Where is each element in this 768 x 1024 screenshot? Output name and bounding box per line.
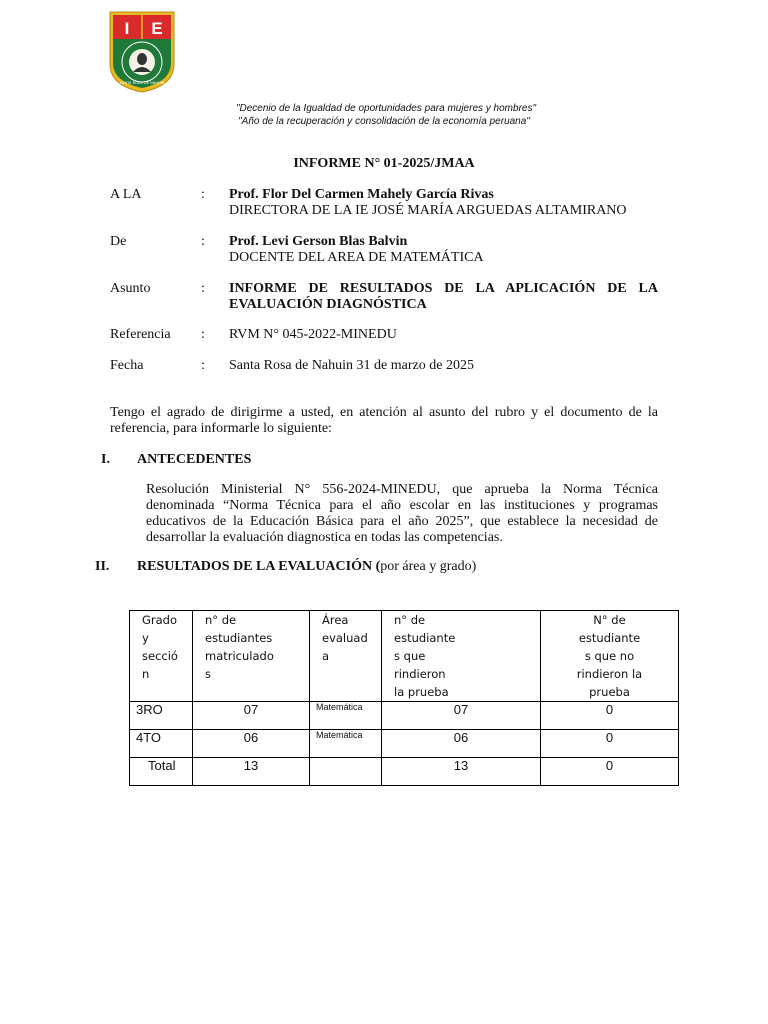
- section-title: ANTECEDENTES: [137, 452, 252, 467]
- header-colon: :: [201, 281, 205, 296]
- table-cell: 0: [541, 730, 679, 758]
- section-number: II.: [95, 559, 110, 574]
- header-rindieron: n° de estudiante s que rindieron la prueba: [382, 611, 541, 702]
- header-label: De: [110, 234, 127, 249]
- results-table: [129, 610, 679, 786]
- section-2-heading: [95, 559, 655, 577]
- header-a-la: [110, 187, 670, 221]
- header-colon: :: [201, 358, 205, 373]
- reference-value: RVM N° 045-2022-MINEDU: [229, 327, 397, 342]
- header-colon: :: [201, 234, 205, 249]
- decenio-line: "Decenio de la Igualdad de oportunidades para mujeres y hombres": [235, 103, 537, 114]
- school-crest-icon: [108, 10, 176, 94]
- school-logo: [108, 10, 176, 94]
- header-label: Asunto: [110, 281, 151, 296]
- table-cell: Matemática: [310, 702, 382, 730]
- header-referencia: [110, 327, 670, 345]
- header-asunto: [110, 281, 670, 315]
- sender-role: DOCENTE DEL AREA DE MATEMÁTICA: [229, 250, 484, 265]
- table-row-total: [130, 758, 679, 786]
- table-row: [130, 730, 679, 758]
- svg-text:E: E: [151, 19, 163, 38]
- section-1-heading: [101, 452, 661, 470]
- header-label: Referencia: [110, 327, 171, 342]
- table-header-row: [130, 611, 679, 702]
- table-cell: [310, 758, 382, 786]
- header-matriculados: n° de estudiantes matriculado s: [193, 611, 310, 702]
- table-cell: 13: [382, 758, 541, 786]
- header-area: Área evaluad a: [310, 611, 382, 702]
- table-cell: 07: [382, 702, 541, 730]
- subject-line-1: INFORME DE RESULTADOS DE LA APLICACIÓN DE LA: [229, 281, 658, 296]
- svg-text:SANTA ROSA DE NAHUIN: SANTA ROSA DE NAHUIN: [119, 81, 165, 85]
- section-title: RESULTADOS DE LA EVALUACIÓN (por área y grado): [137, 559, 477, 574]
- recipient-role: DIRECTORA DE LA IE JOSÉ MARÍA ARGUEDAS ALTAMIRANO: [229, 203, 627, 218]
- header-label: Fecha: [110, 358, 144, 373]
- table-cell: 06: [382, 730, 541, 758]
- table-cell: 07: [193, 702, 310, 730]
- year-name-line: "Año de la recuperación y consolidación de la economía peruana": [238, 116, 530, 127]
- table-cell: 0: [541, 702, 679, 730]
- subject-line-2: EVALUACIÓN DIAGNÓSTICA: [229, 297, 427, 312]
- table-cell: Matemática: [310, 730, 382, 758]
- table-cell: 3RO: [130, 702, 193, 730]
- header-colon: :: [201, 327, 205, 342]
- header-colon: :: [201, 187, 205, 202]
- antecedentes-paragraph: Resolución Ministerial N° 556-2024-MINEDU, que aprueba la Norma Técnica denominada “Norma Técnica para el año escolar en las instituciones y programas educativos de la Educación Básica para el año 2025”, que establece la necesidad de desarrollar la evaluación diagnostica en todas las competencias.: [146, 482, 658, 545]
- table-row: [130, 702, 679, 730]
- svg-text:I: I: [124, 19, 130, 38]
- sender-name: Prof. Levi Gerson Blas Balvin: [229, 234, 408, 249]
- report-title: INFORME N° 01-2025/JMAA: [293, 156, 475, 171]
- recipient-name: Prof. Flor Del Carmen Mahely García Rivas: [229, 187, 494, 202]
- section-number: I.: [101, 452, 110, 467]
- table-cell: 0: [541, 758, 679, 786]
- header-no-rindieron: N° de estudiante s que no rindieron la prueba: [541, 611, 679, 702]
- table-cell: Total: [130, 758, 193, 786]
- section-subtitle: por área y grado): [380, 559, 477, 574]
- table-cell: 13: [193, 758, 310, 786]
- date-value: Santa Rosa de Nahuin 31 de marzo de 2025: [229, 358, 474, 373]
- intro-paragraph: Tengo el agrado de dirigirme a usted, en atención al asunto del rubro y el documento de la referencia, para informarle lo siguiente:: [110, 405, 658, 436]
- header-fecha: [110, 358, 670, 376]
- table-cell: 4TO: [130, 730, 193, 758]
- table-cell: 06: [193, 730, 310, 758]
- header-de: [110, 234, 670, 268]
- header-grado: Grado y secció n: [130, 611, 193, 702]
- header-label: A LA: [110, 187, 142, 202]
